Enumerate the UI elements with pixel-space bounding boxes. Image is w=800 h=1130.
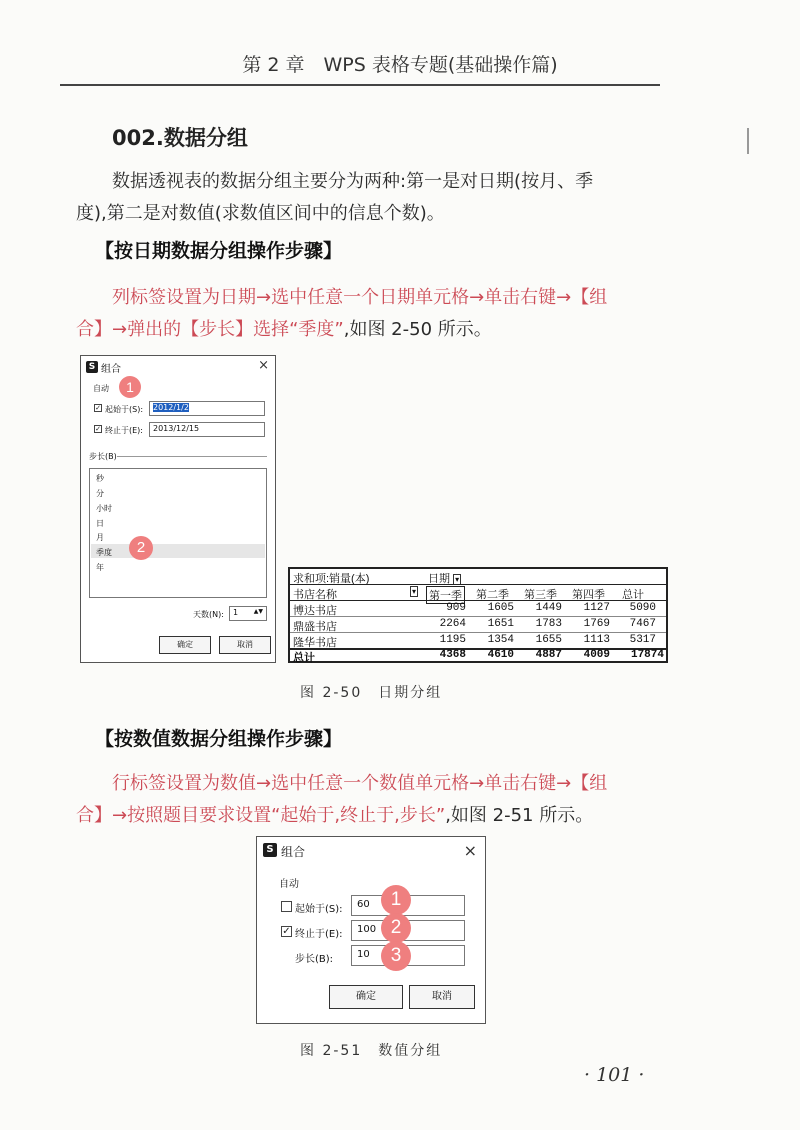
row-filter-dropdown-icon[interactable]: ▾	[412, 587, 417, 596]
pivot-cell: 1195	[439, 634, 466, 646]
date-group-paragraph	[76, 282, 672, 346]
pivot-rule	[290, 600, 666, 601]
dialog-title: 组合	[101, 364, 121, 375]
list-selected-highlight	[91, 544, 265, 558]
pivot-col-header: 第三季	[524, 589, 557, 601]
pivot-row-label: 隆华书店	[293, 637, 337, 649]
page-number: · 101 ·	[584, 1064, 645, 1086]
pivot-cell: 909	[446, 602, 466, 614]
list-item[interactable]: 分	[96, 489, 104, 498]
end-checkbox[interactable]: ✓	[282, 926, 291, 937]
cancel-button[interactable]: 取消	[409, 985, 475, 1009]
list-item[interactable]: 日	[96, 519, 104, 528]
start-checkbox[interactable]	[281, 901, 292, 912]
days-input[interactable]	[229, 606, 267, 621]
intro-line-1: 数据透视表的数据分组主要分为两种:第一是对日期(按月、季	[112, 171, 594, 192]
start-input[interactable]: 60	[351, 895, 465, 916]
list-item-selected[interactable]: 季度	[96, 548, 112, 557]
end-input[interactable]: 2013/12/15	[149, 422, 265, 437]
list-item[interactable]: 月	[96, 533, 104, 542]
pivot-col-header: 第四季	[572, 589, 605, 601]
pivot-cell: 1113	[583, 634, 610, 646]
wps-app-icon: S	[86, 361, 98, 373]
intro-line-2: 度),第二是对数值(求数值区间中的信息个数)。	[76, 203, 445, 224]
auto-label: 自动	[93, 384, 109, 393]
pivot-total-cell: 17874	[630, 649, 664, 661]
dialog-titlebar	[81, 356, 275, 378]
close-icon[interactable]: ×	[258, 358, 269, 373]
ok-button[interactable]: 确定	[159, 636, 211, 654]
start-input[interactable]	[149, 401, 265, 416]
pivot-col-header: 第二季	[476, 589, 509, 601]
dialog-title: 组合	[281, 845, 306, 859]
cancel-button[interactable]: 取消	[219, 636, 271, 654]
pivot-total-cell: 4610	[487, 649, 514, 661]
start-checkbox[interactable]: ✓	[95, 404, 101, 412]
pivot-cell: 1605	[487, 602, 514, 614]
pivot-cell: 1655	[535, 634, 562, 646]
pivot-cell: 1769	[583, 618, 610, 630]
auto-label: 自动	[279, 879, 299, 890]
date-group-line-1: 列标签设置为日期→选中任意一个日期单元格→单击右键→【组	[112, 287, 608, 308]
date-group-line-2	[76, 314, 672, 346]
step-label: 步长(B)	[89, 452, 117, 461]
pivot-cell: 1127	[583, 602, 610, 614]
list-item[interactable]: 秒	[96, 474, 104, 483]
step-badge-2: 2	[129, 536, 153, 560]
pivot-row-label: 博达书店	[293, 605, 337, 617]
value-group-line-2-tail: ,如图 2-51 所示。	[445, 805, 594, 826]
header-rule	[60, 84, 660, 86]
days-value: 1	[233, 608, 239, 617]
step-input[interactable]: 10	[351, 945, 465, 966]
step-badge-1: 1	[119, 376, 141, 398]
pivot-row-label: 鼎盛书店	[293, 621, 337, 633]
value-group-line-2-red: 合】→按照题目要求设置“起始于,终止于,步长”	[76, 805, 446, 826]
ok-button[interactable]: 确定	[329, 985, 403, 1009]
date-group-heading: 【按日期数据分组操作步骤】	[95, 240, 343, 262]
value-group-line-1: 行标签设置为数值→选中任意一个数值单元格→单击右键→【组	[112, 773, 608, 794]
pivot-col-header: 第一季	[426, 586, 465, 604]
pivot-total-cell: 4009	[583, 649, 610, 661]
value-group-heading: 【按数值数据分组操作步骤】	[95, 728, 343, 750]
pivot-cell: 5317	[629, 634, 656, 646]
pivot-cell: 2264	[439, 618, 466, 630]
section-title: 002.数据分组	[112, 126, 248, 150]
pivot-total-label: 总计	[293, 652, 315, 664]
pivot-rule	[290, 616, 666, 617]
pivot-col-header: 总计	[622, 589, 644, 601]
step-badge-3: 3	[381, 941, 411, 971]
date-group-dialog	[80, 355, 276, 663]
days-label: 天数(N):	[193, 610, 224, 619]
pivot-cell: 1783	[535, 618, 562, 630]
pivot-cell: 1354	[487, 634, 514, 646]
end-label: 终止于(E):	[105, 426, 143, 435]
pivot-corner-label: 求和项:销量(本)	[293, 573, 370, 585]
close-icon[interactable]: ×	[463, 841, 477, 860]
pivot-rule	[290, 632, 666, 633]
end-label: 终止于(E):	[295, 929, 343, 940]
pivot-cell: 1449	[535, 602, 562, 614]
step-divider	[117, 456, 267, 457]
step-badge-1: 1	[381, 885, 411, 915]
start-label: 起始于(S):	[295, 904, 343, 915]
intro-paragraph	[76, 166, 672, 230]
value-group-paragraph	[76, 768, 672, 832]
end-checkbox[interactable]: ✓	[95, 425, 101, 433]
step-label: 步长(B):	[295, 954, 334, 965]
pivot-cell: 1651	[487, 618, 514, 630]
filter-dropdown-icon[interactable]: ▾	[455, 575, 460, 584]
list-item[interactable]: 小时	[96, 504, 112, 513]
pivot-row-field: 书店名称	[293, 589, 337, 601]
start-label: 起始于(S):	[105, 405, 144, 414]
step-listbox[interactable]	[89, 468, 267, 598]
pivot-total-cell: 4368	[439, 649, 466, 661]
pivot-table	[288, 567, 668, 663]
figure-caption-2-51: 图 2-51 数值分组	[300, 1043, 443, 1059]
end-input[interactable]: 100	[351, 920, 465, 941]
margin-mark	[747, 128, 749, 154]
spinner-icon[interactable]: ▲▼	[253, 608, 263, 615]
pivot-cell: 7467	[629, 618, 656, 630]
date-group-line-2-red: 合】→弹出的【步长】选择“季度”	[76, 319, 344, 340]
pivot-cell: 5090	[629, 602, 656, 614]
pivot-rule	[290, 584, 666, 585]
page-header: 第 2 章 WPS 表格专题(基础操作篇)	[242, 54, 558, 76]
column-field-label: 日期	[428, 573, 450, 585]
list-item[interactable]: 年	[96, 563, 104, 572]
pivot-total-cell: 4887	[535, 649, 562, 661]
start-value: 2012/1/2	[153, 403, 189, 412]
step-badge-2: 2	[381, 913, 411, 943]
dialog-titlebar	[257, 837, 485, 863]
value-group-dialog	[256, 836, 486, 1024]
figure-caption-2-50: 图 2-50 日期分组	[300, 685, 443, 701]
date-group-line-2-tail: ,如图 2-50 所示。	[343, 319, 492, 340]
value-group-line-2	[76, 800, 672, 832]
wps-app-icon: S	[263, 843, 277, 857]
